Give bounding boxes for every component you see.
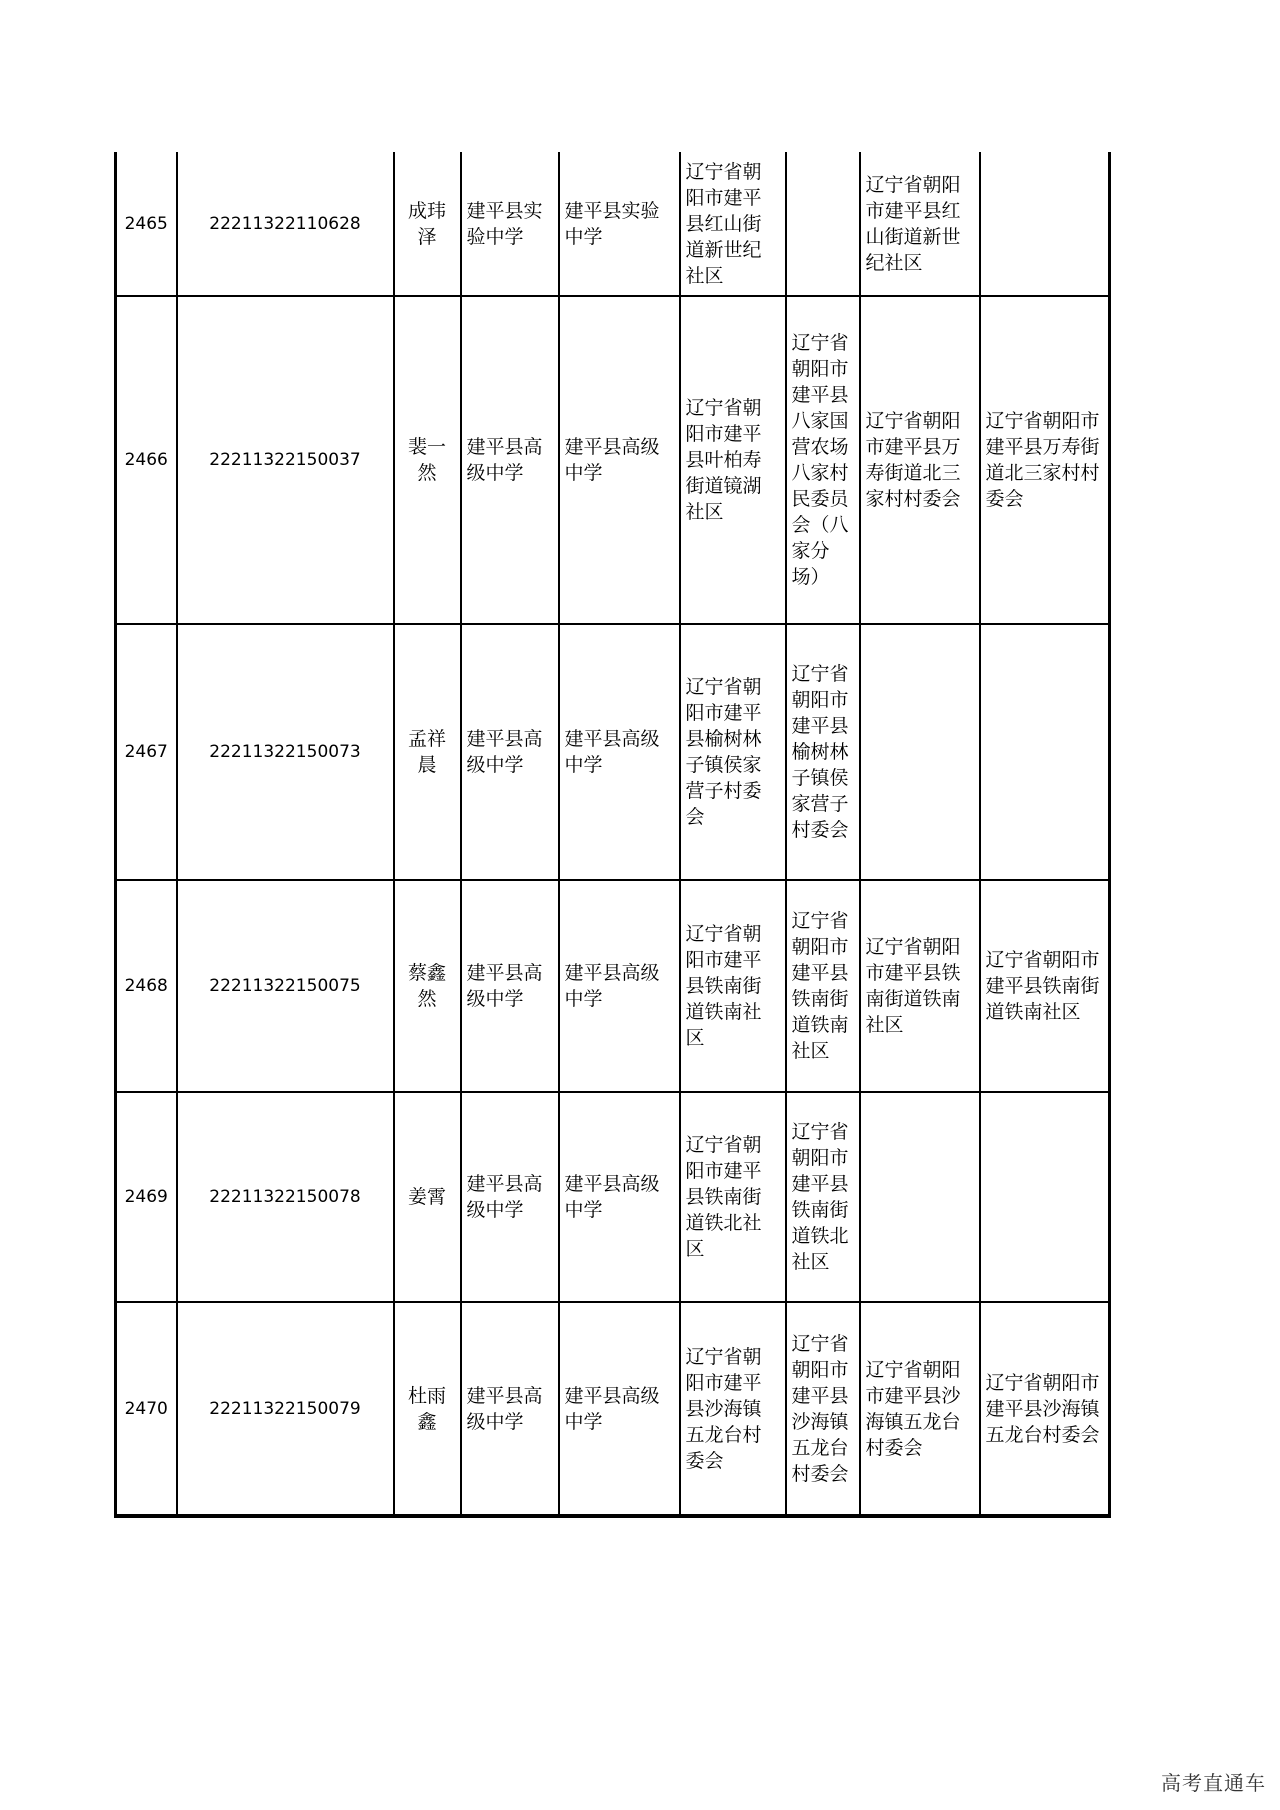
table-row <box>116 296 1110 624</box>
table-row <box>116 624 1110 880</box>
address-cell <box>980 624 1110 880</box>
address-cell: 辽宁省朝阳市建平县铁南街道铁南社区 <box>680 880 786 1092</box>
exam-id: 22211322150037 <box>177 296 394 624</box>
exam-id: 22211322150073 <box>177 624 394 880</box>
row-number: 2466 <box>116 296 177 624</box>
school-cell: 建平县高级中学 <box>461 1302 559 1516</box>
school-cell: 建平县高级中学 <box>461 296 559 624</box>
address-cell: 辽宁省朝阳市建平县沙海镇五龙台村委会 <box>786 1302 860 1516</box>
watermark-text: 高考直通车 <box>1161 1771 1266 1795</box>
row-number: 2469 <box>116 1092 177 1302</box>
address-cell: 辽宁省朝阳市建平县铁南街道铁南社区 <box>860 880 980 1092</box>
address-cell: 辽宁省朝阳市建平县榆树林子镇侯家营子村委会 <box>680 624 786 880</box>
student-name: 杜雨鑫 <box>394 1302 461 1516</box>
address-cell: 辽宁省朝阳市建平县沙海镇五龙台村委会 <box>860 1302 980 1516</box>
address-cell: 辽宁省朝阳市建平县万寿街道北三家村村委会 <box>860 296 980 624</box>
exam-id: 22211322150079 <box>177 1302 394 1516</box>
student-name: 成玮泽 <box>394 152 461 296</box>
student-name: 姜霄 <box>394 1092 461 1302</box>
address-cell: 辽宁省朝阳市建平县铁南街道铁南社区 <box>786 880 860 1092</box>
address-cell: 辽宁省朝阳市建平县沙海镇五龙台村委会 <box>980 1302 1110 1516</box>
row-number: 2470 <box>116 1302 177 1516</box>
address-cell: 辽宁省朝阳市建平县八家国营农场八家村民委员会（八家分场） <box>786 296 860 624</box>
school-cell: 建平县实验中学 <box>559 152 680 296</box>
address-cell: 辽宁省朝阳市建平县榆树林子镇侯家营子村委会 <box>786 624 860 880</box>
table-row <box>116 152 1110 296</box>
student-name: 孟祥晨 <box>394 624 461 880</box>
school-cell: 建平县高级中学 <box>461 624 559 880</box>
student-name: 蔡鑫然 <box>394 880 461 1092</box>
table-row <box>116 1302 1110 1516</box>
address-cell: 辽宁省朝阳市建平县沙海镇五龙台村委会 <box>680 1302 786 1516</box>
exam-id: 22211322110628 <box>177 152 394 296</box>
address-cell: 辽宁省朝阳市建平县铁南街道铁北社区 <box>680 1092 786 1302</box>
school-cell: 建平县高级中学 <box>461 880 559 1092</box>
address-cell: 辽宁省朝阳市建平县万寿街道北三家村村委会 <box>980 296 1110 624</box>
address-cell <box>860 624 980 880</box>
school-cell: 建平县高级中学 <box>559 624 680 880</box>
school-cell: 建平县高级中学 <box>559 1092 680 1302</box>
address-cell: 辽宁省朝阳市建平县红山街道新世纪社区 <box>860 152 980 296</box>
address-cell: 辽宁省朝阳市建平县叶柏寿街道镜湖社区 <box>680 296 786 624</box>
address-cell <box>786 152 860 296</box>
address-cell: 辽宁省朝阳市建平县铁南街道铁北社区 <box>786 1092 860 1302</box>
table-row <box>116 880 1110 1092</box>
address-cell: 辽宁省朝阳市建平县铁南街道铁南社区 <box>980 880 1110 1092</box>
school-cell: 建平县高级中学 <box>559 296 680 624</box>
school-cell: 建平县高级中学 <box>559 880 680 1092</box>
address-cell <box>980 152 1110 296</box>
address-cell <box>860 1092 980 1302</box>
school-cell: 建平县高级中学 <box>559 1302 680 1516</box>
school-cell: 建平县实验中学 <box>461 152 559 296</box>
row-number: 2467 <box>116 624 177 880</box>
row-number: 2465 <box>116 152 177 296</box>
exam-id: 22211322150075 <box>177 880 394 1092</box>
table-row <box>116 1092 1110 1302</box>
school-cell: 建平县高级中学 <box>461 1092 559 1302</box>
student-name: 裴一然 <box>394 296 461 624</box>
row-number: 2468 <box>116 880 177 1092</box>
student-table <box>114 152 1111 1518</box>
address-cell <box>980 1092 1110 1302</box>
exam-id: 22211322150078 <box>177 1092 394 1302</box>
address-cell: 辽宁省朝阳市建平县红山街道新世纪社区 <box>680 152 786 296</box>
